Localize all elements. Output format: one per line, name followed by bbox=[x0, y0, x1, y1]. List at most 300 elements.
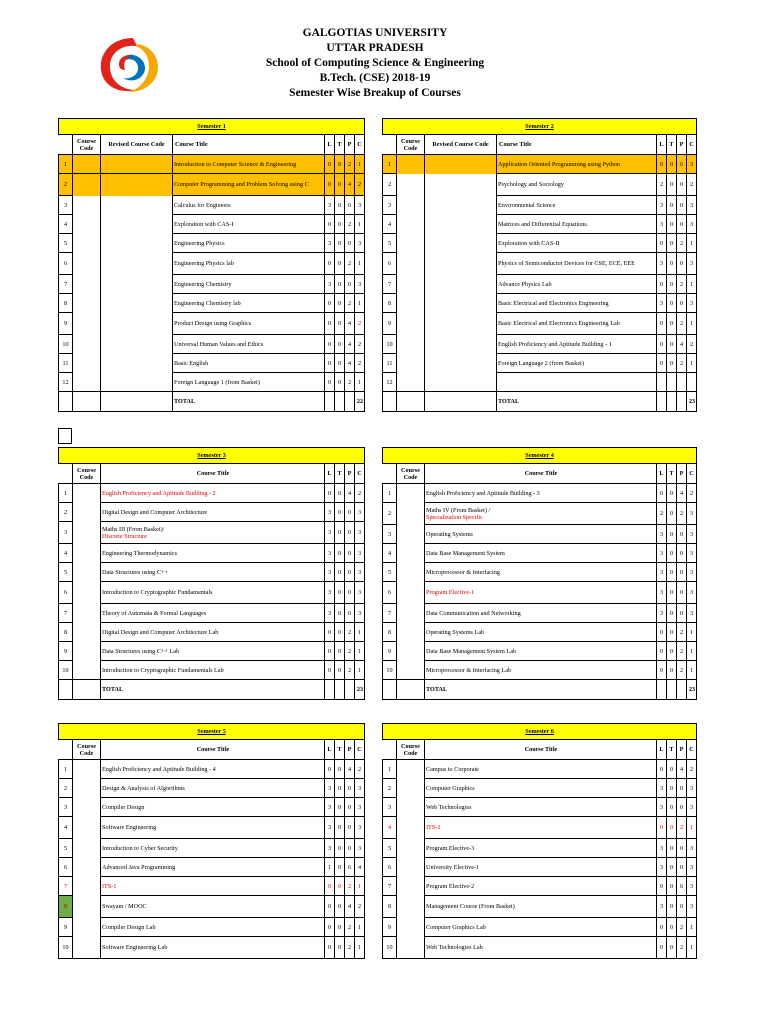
p-header: P bbox=[345, 135, 355, 155]
course-row bbox=[59, 779, 365, 798]
credit-p: 0 bbox=[677, 582, 687, 604]
course-title bbox=[101, 604, 325, 623]
total-empty bbox=[73, 392, 101, 412]
course-code bbox=[397, 779, 425, 798]
row-number: 2 bbox=[59, 779, 73, 798]
semester-title-label: Semester 3 bbox=[197, 452, 226, 459]
t-header: T bbox=[667, 740, 677, 760]
credit-l: 3 bbox=[657, 582, 667, 604]
credit-c: 2 bbox=[355, 484, 365, 503]
total-empty bbox=[73, 680, 101, 700]
course-row bbox=[59, 294, 365, 313]
credit-p: 0 bbox=[677, 525, 687, 544]
course-code bbox=[73, 294, 101, 313]
course-title-text: Campus to Corporate bbox=[426, 765, 479, 773]
course-row bbox=[383, 937, 697, 959]
credit-t: 0 bbox=[335, 839, 345, 858]
course-title bbox=[497, 373, 657, 392]
course-title bbox=[425, 858, 657, 877]
row-number: 7 bbox=[59, 877, 73, 896]
credit-t: 0 bbox=[335, 661, 345, 680]
course-code bbox=[73, 354, 101, 373]
course-title-text: English Proficiency and Aptitude Building - 1 bbox=[498, 340, 612, 348]
credit-t: 0 bbox=[667, 234, 677, 253]
course-title-text: Program Elective-2 bbox=[426, 882, 475, 890]
revised-course-code bbox=[425, 196, 497, 215]
course-row bbox=[383, 503, 697, 525]
credit-t: 0 bbox=[667, 275, 677, 294]
course-title-text: Maths IV (From Basket) / bbox=[426, 506, 491, 514]
course-row bbox=[383, 642, 697, 661]
course-title bbox=[101, 582, 325, 604]
credit-c: 2 bbox=[687, 335, 697, 354]
credit-t: 0 bbox=[335, 544, 345, 563]
semester-title bbox=[383, 119, 697, 135]
course-title bbox=[101, 918, 325, 937]
credit-p: 2 bbox=[345, 623, 355, 642]
course-code bbox=[397, 313, 425, 335]
course-code bbox=[73, 275, 101, 294]
credit-t: 0 bbox=[667, 623, 677, 642]
credit-l: 0 bbox=[325, 661, 335, 680]
course-row bbox=[59, 877, 365, 896]
total-empty bbox=[397, 680, 425, 700]
course-row bbox=[59, 174, 365, 196]
credit-t: 0 bbox=[667, 661, 677, 680]
row-number: 9 bbox=[59, 313, 73, 335]
course-title bbox=[425, 582, 657, 604]
course-title-text: Software Engineering Lab bbox=[102, 944, 168, 951]
credit-p: 0 bbox=[677, 196, 687, 215]
row-number: 1 bbox=[59, 155, 73, 174]
credit-t: 0 bbox=[667, 858, 677, 877]
course-row bbox=[383, 484, 697, 503]
row-number: 5 bbox=[383, 234, 397, 253]
credit-p: 0 bbox=[345, 275, 355, 294]
credit-l: 3 bbox=[325, 544, 335, 563]
course-title-text: Basic Electrical and Electronics Engineering Lab bbox=[498, 320, 620, 327]
course-code bbox=[397, 604, 425, 623]
course-code-header: Course Code bbox=[73, 135, 101, 155]
credit-l: 3 bbox=[325, 196, 335, 215]
total-empty bbox=[383, 392, 397, 412]
course-code bbox=[73, 817, 101, 839]
total-empty bbox=[425, 392, 497, 412]
course-title bbox=[173, 155, 325, 174]
total-empty bbox=[383, 680, 397, 700]
credit-p: 0 bbox=[345, 522, 355, 544]
credit-l: 3 bbox=[657, 858, 667, 877]
course-title bbox=[425, 817, 657, 839]
course-title bbox=[173, 215, 325, 234]
course-code-header: Course Code bbox=[397, 135, 425, 155]
course-title-text: Product Design using Graphics bbox=[174, 320, 252, 327]
course-code bbox=[73, 215, 101, 234]
credit-p: 2 bbox=[345, 642, 355, 661]
course-title bbox=[101, 484, 325, 503]
course-code-header: Course Code bbox=[73, 740, 101, 760]
course-code-header: Course Code bbox=[397, 740, 425, 760]
credit-l: 0 bbox=[657, 354, 667, 373]
credit-l: 3 bbox=[657, 544, 667, 563]
course-title-text: Maths III (From Basket)/ bbox=[102, 525, 165, 533]
credit-l: 3 bbox=[325, 234, 335, 253]
credit-p: 0 bbox=[345, 817, 355, 839]
course-row bbox=[59, 196, 365, 215]
course-code bbox=[73, 155, 101, 174]
course-title bbox=[425, 604, 657, 623]
credit-c: 3 bbox=[355, 522, 365, 544]
credit-c: 3 bbox=[687, 155, 697, 174]
course-code bbox=[73, 760, 101, 779]
credit-t: 0 bbox=[335, 918, 345, 937]
course-row bbox=[59, 335, 365, 354]
credit-p: 0 bbox=[345, 779, 355, 798]
course-title bbox=[425, 779, 657, 798]
course-title-text: Universal Human Values and Ethics bbox=[174, 340, 264, 348]
course-row bbox=[59, 839, 365, 858]
course-code bbox=[397, 484, 425, 503]
course-row bbox=[59, 275, 365, 294]
row-number: 1 bbox=[383, 760, 397, 779]
total-label: TOTAL bbox=[101, 680, 325, 700]
row-number: 12 bbox=[383, 373, 397, 392]
row-number-header bbox=[383, 740, 397, 760]
course-title bbox=[425, 642, 657, 661]
row-number: 11 bbox=[59, 354, 73, 373]
course-row bbox=[383, 373, 697, 392]
course-code bbox=[397, 234, 425, 253]
credit-p: 0 bbox=[677, 215, 687, 234]
course-title-text: Operating Systems bbox=[426, 530, 473, 538]
credit-t: 0 bbox=[335, 604, 345, 623]
credit-c: 1 bbox=[355, 155, 365, 174]
course-code bbox=[73, 582, 101, 604]
row-number: 1 bbox=[59, 484, 73, 503]
course-title bbox=[101, 623, 325, 642]
credit-p: 2 bbox=[677, 937, 687, 959]
credit-c: 2 bbox=[687, 760, 697, 779]
credit-c bbox=[687, 373, 697, 392]
credit-l: 2 bbox=[657, 503, 667, 525]
credit-c: 2 bbox=[355, 896, 365, 918]
l-header: L bbox=[325, 740, 335, 760]
course-code bbox=[73, 503, 101, 522]
course-title bbox=[425, 503, 657, 525]
course-code bbox=[397, 294, 425, 313]
course-title-text: Computer Graphics bbox=[426, 784, 475, 792]
course-code bbox=[397, 858, 425, 877]
course-row bbox=[59, 918, 365, 937]
course-title-header: Course Title bbox=[425, 740, 657, 760]
revised-course-code bbox=[425, 253, 497, 275]
course-title-text: Matrices and Differential Equations. bbox=[498, 220, 589, 228]
row-number: 11 bbox=[383, 354, 397, 373]
p-header: P bbox=[677, 135, 687, 155]
course-title bbox=[173, 196, 325, 215]
credit-c: 3 bbox=[355, 817, 365, 839]
revised-course-code bbox=[425, 313, 497, 335]
course-code bbox=[73, 623, 101, 642]
row-number: 3 bbox=[59, 522, 73, 544]
course-row bbox=[383, 779, 697, 798]
course-title bbox=[173, 174, 325, 196]
credit-p: 0 bbox=[677, 253, 687, 275]
credit-c: 3 bbox=[355, 582, 365, 604]
course-title-header: Course Title bbox=[497, 135, 657, 155]
course-title bbox=[101, 522, 325, 544]
credit-c: 1 bbox=[355, 253, 365, 275]
course-row bbox=[59, 313, 365, 335]
course-code bbox=[73, 563, 101, 582]
row-number: 10 bbox=[383, 937, 397, 959]
revised-course-code bbox=[425, 373, 497, 392]
credit-p: 0 bbox=[677, 858, 687, 877]
semester-title bbox=[383, 724, 697, 740]
course-row bbox=[59, 544, 365, 563]
credit-c: 1 bbox=[687, 623, 697, 642]
credit-l: 0 bbox=[325, 215, 335, 234]
row-number: 3 bbox=[59, 798, 73, 817]
credit-t: 0 bbox=[335, 896, 345, 918]
credit-p: 0 bbox=[677, 544, 687, 563]
credit-t: 0 bbox=[667, 313, 677, 335]
course-title bbox=[425, 563, 657, 582]
credit-p: 2 bbox=[345, 155, 355, 174]
credit-t: 0 bbox=[335, 275, 345, 294]
credit-l: 0 bbox=[657, 918, 667, 937]
course-code bbox=[397, 896, 425, 918]
total-credits: 23 bbox=[355, 680, 365, 700]
credit-c: 1 bbox=[687, 661, 697, 680]
p-header: P bbox=[345, 464, 355, 484]
course-row bbox=[59, 234, 365, 253]
course-row bbox=[383, 563, 697, 582]
credit-l: 0 bbox=[325, 484, 335, 503]
revised-course-code bbox=[425, 174, 497, 196]
course-row bbox=[59, 215, 365, 234]
course-title bbox=[101, 760, 325, 779]
total-label: TOTAL bbox=[425, 680, 657, 700]
credit-p: 4 bbox=[677, 484, 687, 503]
row-number: 9 bbox=[59, 918, 73, 937]
semester-5-table bbox=[58, 723, 365, 959]
revised-course-code bbox=[425, 335, 497, 354]
course-code bbox=[73, 798, 101, 817]
total-empty bbox=[101, 392, 173, 412]
total-credits: 23 bbox=[687, 392, 697, 412]
p-header: P bbox=[677, 464, 687, 484]
credit-c: 1 bbox=[355, 373, 365, 392]
credit-t: 0 bbox=[335, 234, 345, 253]
credit-c: 3 bbox=[687, 779, 697, 798]
course-code bbox=[73, 544, 101, 563]
course-row bbox=[59, 503, 365, 522]
credit-c: 1 bbox=[687, 234, 697, 253]
course-code bbox=[397, 839, 425, 858]
l-header: L bbox=[325, 464, 335, 484]
credit-l: 3 bbox=[657, 604, 667, 623]
credit-p: 2 bbox=[677, 642, 687, 661]
course-title bbox=[497, 313, 657, 335]
course-code bbox=[73, 335, 101, 354]
course-title bbox=[497, 234, 657, 253]
semester-title-label: Semester 1 bbox=[197, 123, 226, 130]
course-code-header: Course Code bbox=[73, 464, 101, 484]
course-title-text: Foreign Language 2 (from Basket) bbox=[498, 359, 584, 367]
credit-l: 0 bbox=[325, 877, 335, 896]
course-title bbox=[497, 354, 657, 373]
course-code bbox=[73, 373, 101, 392]
credit-t: 0 bbox=[335, 335, 345, 354]
credit-c: 1 bbox=[355, 661, 365, 680]
row-number: 10 bbox=[383, 335, 397, 354]
credit-p: 0 bbox=[677, 563, 687, 582]
credit-p: 4 bbox=[345, 896, 355, 918]
course-row bbox=[59, 604, 365, 623]
semester-title bbox=[59, 724, 365, 740]
row-number: 5 bbox=[383, 839, 397, 858]
credit-t: 0 bbox=[667, 760, 677, 779]
credit-t: 0 bbox=[335, 484, 345, 503]
row-number: 5 bbox=[59, 563, 73, 582]
course-title bbox=[425, 760, 657, 779]
row-number: 9 bbox=[383, 918, 397, 937]
course-title bbox=[425, 525, 657, 544]
row-number: 7 bbox=[59, 604, 73, 623]
semester-4-table bbox=[382, 447, 697, 700]
course-title bbox=[497, 196, 657, 215]
l-header: L bbox=[657, 464, 667, 484]
course-code bbox=[397, 335, 425, 354]
credit-l: 3 bbox=[657, 215, 667, 234]
total-label: TOTAL bbox=[497, 392, 657, 412]
credit-c: 3 bbox=[355, 234, 365, 253]
credit-t: 0 bbox=[335, 196, 345, 215]
credit-c: 1 bbox=[687, 817, 697, 839]
credit-t: 0 bbox=[667, 937, 677, 959]
total-empty bbox=[667, 680, 677, 700]
credit-l: 0 bbox=[657, 937, 667, 959]
credit-l: 3 bbox=[325, 582, 335, 604]
course-title bbox=[173, 294, 325, 313]
credit-t: 0 bbox=[335, 155, 345, 174]
credit-t: 0 bbox=[667, 563, 677, 582]
credit-l: 3 bbox=[325, 604, 335, 623]
course-title-text: Compiler Design Lab bbox=[102, 923, 156, 931]
credit-c: 3 bbox=[687, 896, 697, 918]
credit-p: 0 bbox=[677, 294, 687, 313]
course-title-text: Compiler Design bbox=[102, 803, 145, 811]
credit-p: 6 bbox=[677, 877, 687, 896]
total-empty bbox=[677, 680, 687, 700]
credit-c: 3 bbox=[687, 294, 697, 313]
course-code bbox=[73, 313, 101, 335]
revised-course-code bbox=[101, 155, 173, 174]
credit-c: 3 bbox=[687, 525, 697, 544]
course-code bbox=[73, 522, 101, 544]
credit-t: 0 bbox=[335, 937, 345, 959]
row-number: 5 bbox=[59, 839, 73, 858]
credit-c: 3 bbox=[355, 275, 365, 294]
credit-l: 0 bbox=[657, 877, 667, 896]
credit-c: 2 bbox=[355, 760, 365, 779]
course-row bbox=[383, 525, 697, 544]
credit-p: 4 bbox=[345, 335, 355, 354]
c-header: C bbox=[687, 135, 697, 155]
credit-t: 0 bbox=[335, 313, 345, 335]
credit-p: 2 bbox=[677, 234, 687, 253]
document-subtitle: Semester Wise Breakup of Courses bbox=[289, 87, 461, 99]
row-number: 3 bbox=[59, 196, 73, 215]
course-title-text: Basic Electrical and Electronics Engineering bbox=[498, 299, 609, 307]
credit-l: 0 bbox=[657, 623, 667, 642]
credit-p bbox=[677, 373, 687, 392]
credit-p: 2 bbox=[345, 661, 355, 680]
row-number: 1 bbox=[383, 484, 397, 503]
credit-p: 0 bbox=[345, 798, 355, 817]
credit-t: 0 bbox=[667, 839, 677, 858]
total-empty bbox=[59, 392, 73, 412]
row-number: 8 bbox=[383, 623, 397, 642]
row-number: 1 bbox=[59, 760, 73, 779]
course-row bbox=[383, 234, 697, 253]
course-code bbox=[73, 918, 101, 937]
p-header: P bbox=[345, 740, 355, 760]
credit-t: 0 bbox=[667, 604, 677, 623]
course-title bbox=[173, 354, 325, 373]
course-row bbox=[383, 155, 697, 174]
credit-l: 0 bbox=[657, 661, 667, 680]
revised-course-code bbox=[101, 234, 173, 253]
credit-c: 3 bbox=[355, 798, 365, 817]
credit-l: 0 bbox=[325, 335, 335, 354]
course-row bbox=[383, 174, 697, 196]
credit-c: 3 bbox=[687, 503, 697, 525]
course-code bbox=[73, 877, 101, 896]
course-title-text: Theory of Automata & Formal Languages bbox=[102, 609, 207, 617]
credit-p: 0 bbox=[677, 779, 687, 798]
course-row bbox=[59, 817, 365, 839]
course-row bbox=[59, 642, 365, 661]
credit-t: 0 bbox=[335, 623, 345, 642]
semester-title-label: Semester 2 bbox=[525, 123, 554, 130]
revised-course-code bbox=[101, 174, 173, 196]
credit-p: 0 bbox=[345, 503, 355, 522]
semester-title-label: Semester 6 bbox=[525, 728, 554, 735]
credit-c: 1 bbox=[687, 642, 697, 661]
course-row bbox=[383, 604, 697, 623]
credit-p: 4 bbox=[677, 335, 687, 354]
course-row bbox=[383, 877, 697, 896]
revised-course-code bbox=[101, 335, 173, 354]
credit-t: 0 bbox=[335, 522, 345, 544]
course-row bbox=[383, 354, 697, 373]
credit-t: 0 bbox=[335, 582, 345, 604]
course-title-text: Engineering Chemistry bbox=[174, 280, 232, 288]
credit-c: 2 bbox=[355, 313, 365, 335]
credit-c: 3 bbox=[355, 503, 365, 522]
course-row bbox=[59, 354, 365, 373]
course-title-text: Introduction to Cryptographic Fundamentals bbox=[102, 589, 213, 596]
credit-c: 3 bbox=[687, 877, 697, 896]
credit-t: 0 bbox=[667, 642, 677, 661]
course-title-text: Advanced Java Programming bbox=[102, 863, 176, 871]
course-title-text: Computer Graphics Lab bbox=[426, 923, 486, 931]
course-title bbox=[497, 335, 657, 354]
credit-p: 2 bbox=[677, 503, 687, 525]
credit-p: 0 bbox=[345, 234, 355, 253]
